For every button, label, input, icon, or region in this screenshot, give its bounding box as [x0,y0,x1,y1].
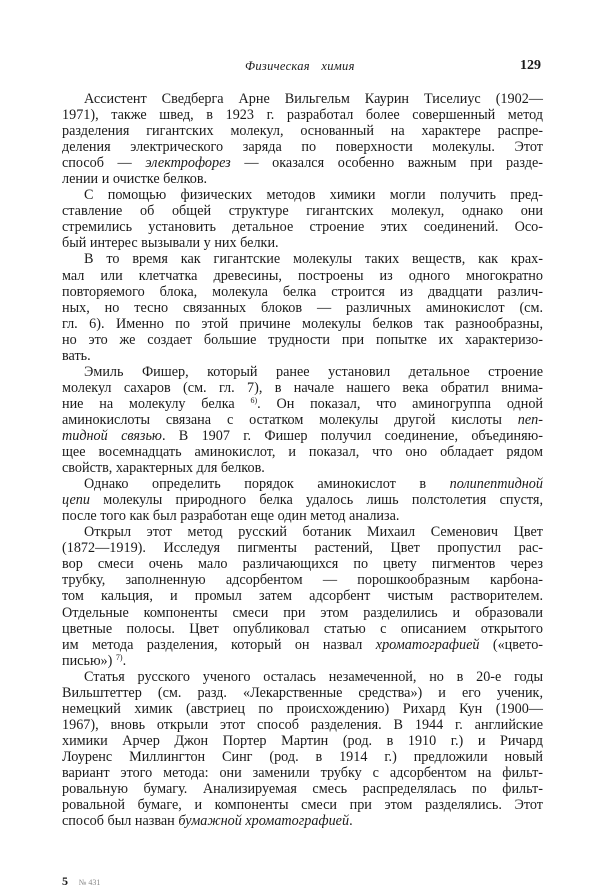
text-run: деления электрического заряда по поверхности молекулы. Этот [62,139,543,156]
text-run: 1967), вновь открыли этот способ разделения. В 1944 г. английские [62,716,543,733]
text-line [62,107,543,123]
paragraph [62,187,543,251]
text-run: («цвето- [479,636,544,653]
text-line [62,508,543,524]
text-line [62,492,543,508]
text-line [62,572,543,588]
text-line [62,219,543,235]
text-run: бый интерес вызывали у них белки. [62,235,279,252]
text-line [62,765,543,781]
paragraph [62,364,543,476]
paragraph [62,524,543,668]
text-run: том кальция, и промыл затем адсорбент чистым растворителем. [62,588,543,605]
text-run: ровальную бумагу. Анализируемая смесь распределялась по фильт- [62,781,543,798]
footnote-ref: 7) [115,652,123,662]
text-line [62,412,543,428]
text-run: Вильштеттер (см. разд. «Лекарственные средства») и его ученик, [62,684,543,701]
text-run: ставление об общей структуре гигантских молекул, однако они [62,203,543,220]
signature-number: 5 [62,874,68,888]
running-head [0,59,600,77]
text-run: аминокислоты связана с остатком молекулы другой кислоты [62,411,518,428]
text-run: — оказался особенно важным при разде- [230,155,544,172]
text-line [62,123,543,139]
text-line [62,733,543,749]
italic-term: пеп- [517,411,543,428]
text-run: писью») [62,652,116,669]
text-run: молекулы природного белка удалось лишь полстолетия спустя, [89,492,543,509]
text-line [62,364,543,380]
text-line [62,284,543,300]
text-run: способ — [62,155,146,172]
text-line [62,524,543,540]
text-line [62,444,543,460]
text-line [62,621,543,637]
text-run: Эмиль Фишер, который ранее установил детальное строение [84,363,543,380]
paragraph [62,91,543,187]
text-run: вор смеси очень мало различающихся по цвету пигментов через [62,556,543,573]
paragraph [62,251,543,363]
text-line [62,203,543,219]
text-line [62,605,543,621]
footnote-ref: 6) [250,395,258,405]
text-run: лении и очистке белков. [62,171,208,188]
text-run: после того как был разработан еще один метод анализа. [62,508,400,525]
text-run: гл. 6). Именно по этой причине молекулы белков так разнообразны, [62,315,543,332]
text-line [62,556,543,572]
text-line [62,669,543,685]
text-run: . [122,652,127,669]
text-line [62,155,543,171]
text-line [62,540,543,556]
text-line [62,460,543,476]
text-run: ных, но тесно связанных блоков — различных аминокислот (см. [62,299,543,316]
text-line [62,813,543,829]
text-run: . Он показал, что аминогруппа одной [257,395,543,412]
text-run: цветные полосы. Цвет опубликовал статью с описанием открытого [62,620,543,637]
text-line [62,139,543,155]
text-run: ровальной бумаге, и компоненты смеси при этом разделялись. Этот [62,797,543,814]
text-run: . В 1907 г. Фишер получил соединение, объединяю- [161,427,544,444]
text-run: 1971), также швед, в 1923 г. разработал более совершенный метод [62,107,543,124]
text-line [62,701,543,717]
text-line [62,428,543,444]
text-line [62,187,543,203]
text-run: Статья русского ученого осталась незамеченной, но в 20-е годы [84,668,543,685]
text-run: Открыл этот метод русский ботаник Михаил Семенович Цвет [84,524,543,541]
text-line [62,653,543,669]
text-run: . [349,813,353,830]
text-line [62,685,543,701]
paragraph [62,476,543,524]
text-line [62,717,543,733]
italic-term: тидной связью [62,427,162,444]
text-line [62,396,543,412]
text-run: свойств, характерных для белков. [62,460,265,477]
text-run: но это же создает большие трудности при попытке их характеризо- [62,331,543,348]
text-line [62,300,543,316]
text-run: химики Арчер Джон Портер Мартин (род. в 1910 г.) и Ричард [62,732,543,749]
body-text [62,91,543,829]
text-run: (1872—1919). Исследуя пигменты растений, Цвет пропустил рас- [62,540,543,557]
text-run: мал или клетчатка древесины, построены из одного многократно [62,267,543,284]
text-line [62,251,543,267]
italic-term: электрофорез [145,155,231,172]
italic-term: хроматографией [375,636,480,653]
text-line [62,171,543,187]
text-run: Ассистент Сведберга Арне Вильгельм Каурин Тиселиус (1902— [84,91,543,107]
text-run: В то время как гигантские молекулы таких веществ, как крах- [84,251,543,268]
text-run: Отдельные компоненты смеси при этом разделились и образовали [62,604,543,621]
page-number: 129 [520,58,541,73]
running-head-title: Физическая химия [245,59,355,73]
text-line [62,268,543,284]
text-run: способ был назван [62,813,179,830]
text-line [62,316,543,332]
text-line [62,380,543,396]
text-line [62,476,543,492]
text-line [62,348,543,364]
text-line [62,91,543,107]
text-run: им метода разделения, который он назвал [62,636,376,653]
text-line [62,235,543,251]
text-line [62,637,543,653]
text-line [62,332,543,348]
text-run: С помощью физических методов химики могли получить пред- [84,187,543,204]
text-run: повторяемого блока, молекула белка строится из двадцати различ- [62,283,543,300]
text-run: Лоуренс Миллингтон Синг (род. в 1914 г.) предложили новый [62,748,543,765]
text-run: разделения гигантских молекул, основанный на характере распре- [62,123,543,140]
italic-term: полипептидной [449,476,543,493]
italic-term: цепи [62,492,90,509]
text-run: молекул сахаров (см. гл. 7), в начале нашего века обратил внима- [62,379,543,396]
text-run: вариант этого метода: они заменили трубку с адсорбентом на фильт- [62,764,543,781]
paragraph [62,669,543,829]
footer-signature [62,874,100,889]
text-run: щее восемнадцать аминокислот, и показал, что оно обладает рядом [62,444,543,461]
text-run: Однако определить порядок аминокислот в [84,476,450,493]
text-line [62,749,543,765]
italic-term: бумажной хроматографией [178,813,350,830]
text-run: вать. [62,347,91,364]
text-run: стремились установить детальное строение этих соединений. Осо- [62,219,543,236]
text-line [62,781,543,797]
text-run: ние на молекулу белка [62,395,251,412]
text-line [62,797,543,813]
text-run: трубку, заполненную адсорбентом — порошкообразным карбона- [62,572,543,589]
text-line [62,588,543,604]
signature-mark: № 431 [78,878,101,887]
text-run: немецкий химик (австриец по происхождению) Рихард Кун (1900— [62,700,543,717]
